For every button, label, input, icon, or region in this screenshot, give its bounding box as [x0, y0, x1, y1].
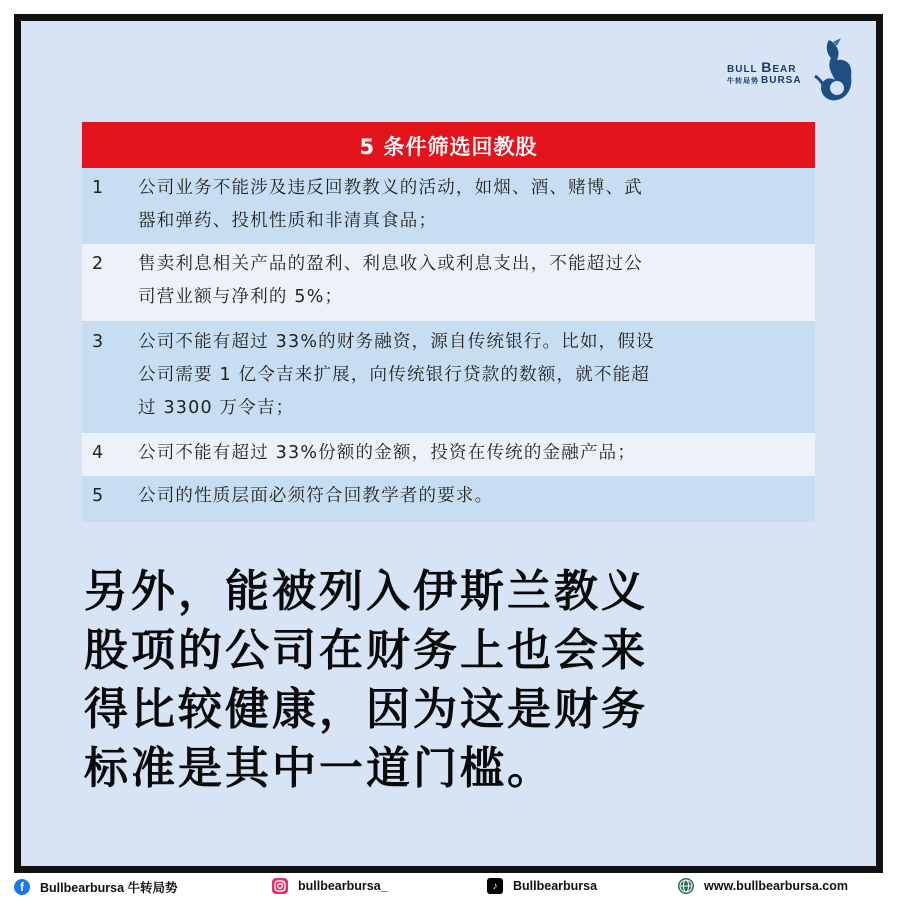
globe-icon	[678, 878, 694, 894]
instagram-icon	[272, 878, 288, 894]
row-number: 1	[92, 178, 104, 198]
website-link[interactable]	[678, 878, 848, 894]
social-footer	[0, 874, 897, 900]
logo-wordmark: BULL BEAR 牛转局势 BURSA	[727, 59, 802, 86]
facebook-icon: f	[14, 879, 30, 895]
row-text: 公司不能有超过 33%的财务融资，源自传统银行。比如，假设 公司需要 1 亿令吉来扩展，向传统银行贷款的数额，就不能超 过 3300 万令吉；	[138, 332, 655, 418]
row-text: 售卖利息相关产品的盈利、利息收入或利息支出，不能超过公 司营业额与净利的 5%；	[138, 254, 643, 307]
row-number: 2	[92, 254, 104, 274]
row-number: 3	[92, 332, 104, 352]
tiktok-icon: ♪	[487, 878, 503, 894]
row-number: 4	[92, 443, 104, 463]
row-text: 公司不能有超过 33%份额的金额，投资在传统的金融产品；	[138, 443, 637, 463]
facebook-label: Bullbearbursa 牛转局势	[40, 881, 178, 895]
tiktok-label: Bullbearbursa	[513, 879, 598, 893]
table-row	[82, 321, 815, 433]
website-label: www.bullbearbursa.com	[704, 879, 849, 893]
table-row	[82, 433, 815, 476]
statement-line: 股项的公司在财务上也会来	[84, 625, 648, 676]
row-text: 公司业务不能涉及违反回教教义的活动，如烟、酒、赌博、武 器和弹药、投机性质和非清真食品；	[138, 178, 643, 231]
table-title: 5 条件筛选回教股	[82, 122, 815, 168]
statement-line: 得比较健康，因为这是财务	[84, 684, 648, 735]
instagram-link[interactable]	[272, 878, 388, 894]
statement-line: 另外，能被列入伊斯兰教义	[84, 566, 648, 617]
facebook-link[interactable]	[14, 878, 178, 896]
criteria-table	[82, 122, 815, 522]
bull-bear-emblem-icon	[807, 36, 857, 116]
table-row	[82, 476, 815, 522]
instagram-label: bullbearbursa_	[298, 879, 388, 893]
row-text: 公司的性质层面必须符合回教学者的要求。	[138, 486, 494, 506]
bullbearbursa-logo	[727, 36, 857, 116]
main-statement	[84, 562, 824, 798]
statement-line: 标准是其中一道门槛。	[84, 743, 554, 794]
table-row	[82, 244, 815, 321]
table-row	[82, 168, 815, 244]
tiktok-link[interactable]	[487, 878, 597, 894]
row-number: 5	[92, 486, 104, 506]
